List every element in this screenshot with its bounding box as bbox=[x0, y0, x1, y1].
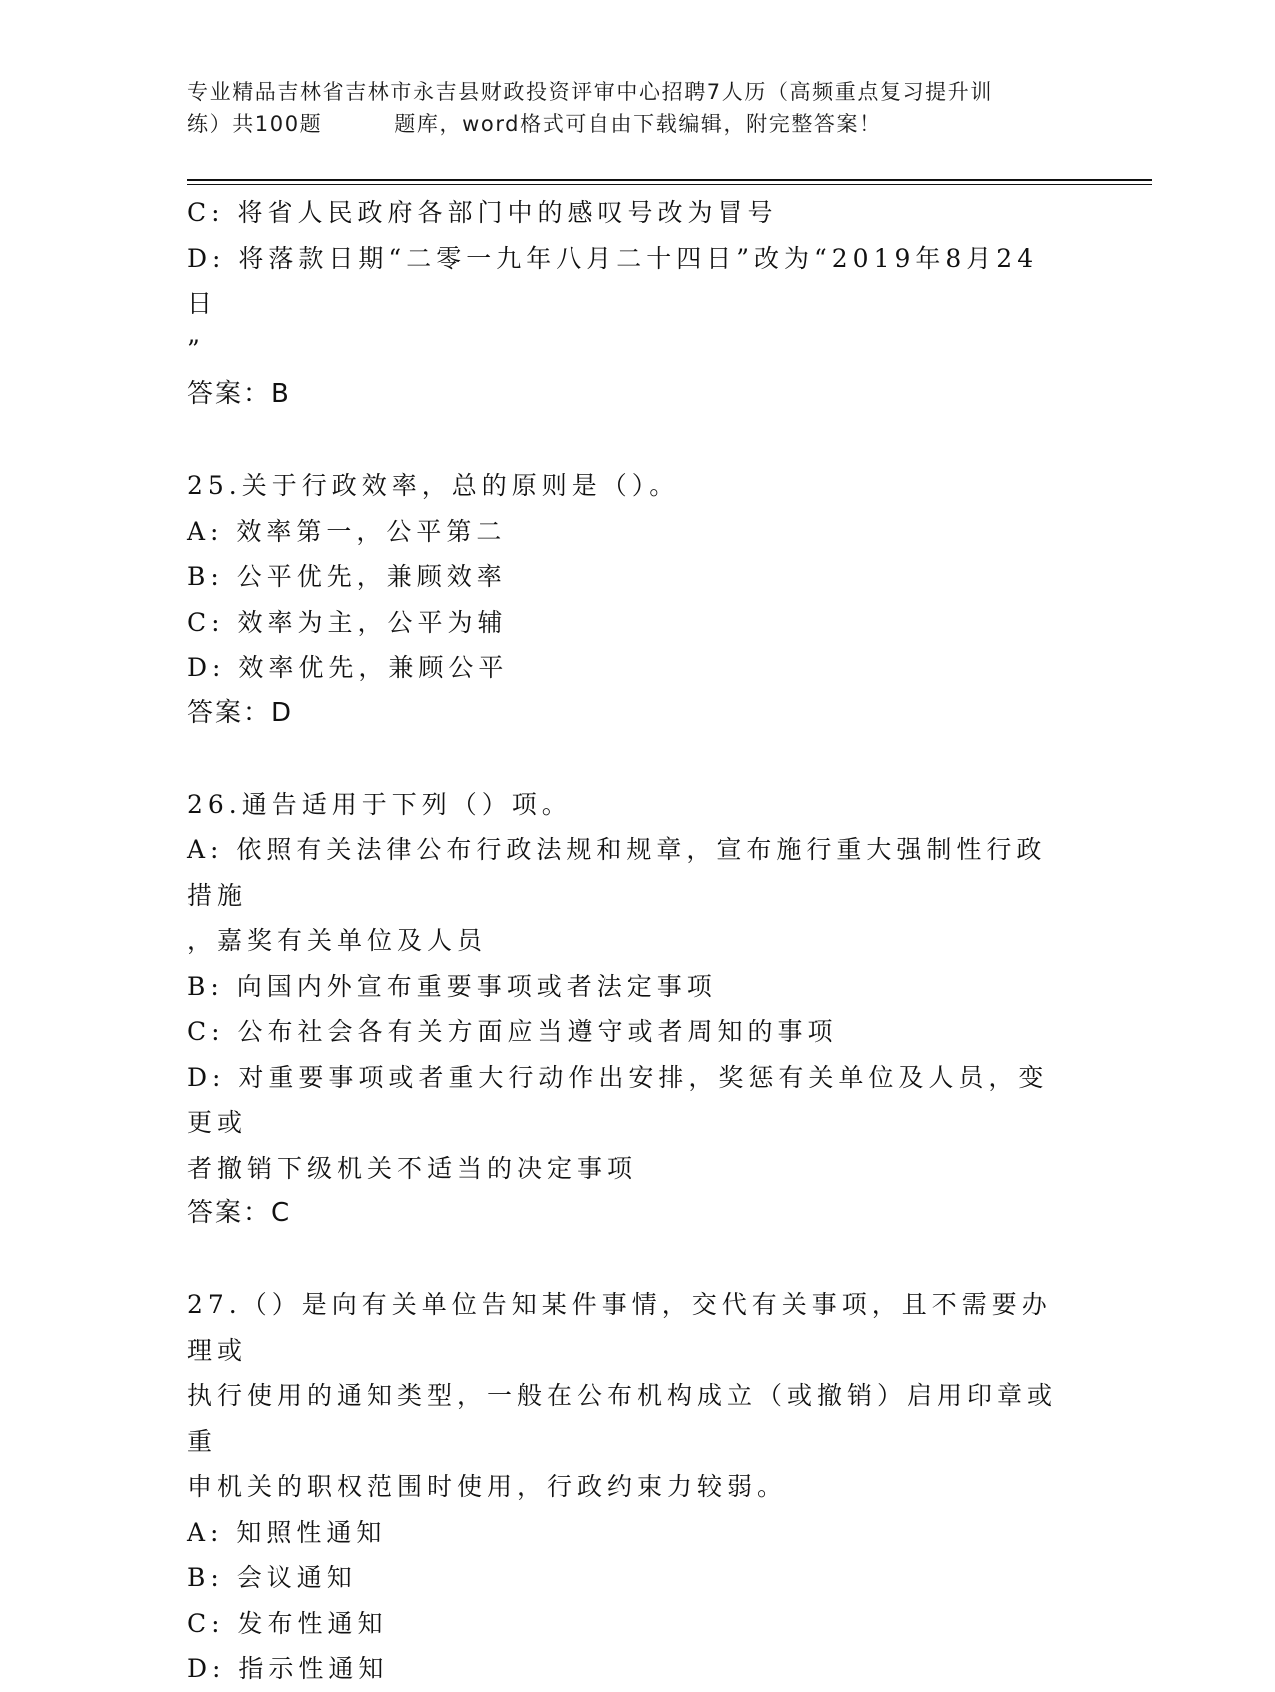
q25-option-b: B: 公平优先，兼顾效率 bbox=[187, 562, 507, 591]
q24-option-c: C: 将省人民政府各部门中的感叹号改为冒号 bbox=[187, 198, 778, 227]
q25-option-c: C: 效率为主，公平为辅 bbox=[187, 607, 508, 637]
question-24-tail bbox=[187, 190, 1067, 418]
document-header bbox=[187, 76, 1087, 140]
q26-stem: 26.通告适用于下列（）项。 bbox=[187, 789, 572, 819]
q26-option-a-line-2: ，嘉奖有关单位及人员 bbox=[187, 926, 488, 955]
q24-option-d-line-2: ” bbox=[187, 334, 205, 364]
header-line-2-part-2: 题库，word格式可自由下载编辑，附完整答案！ bbox=[394, 112, 882, 136]
q26-option-c: C: 公布社会各有关方面应当遵守或者周知的事项 bbox=[187, 1017, 838, 1046]
q27-option-c: C: 发布性通知 bbox=[187, 1608, 388, 1638]
q25-option-a: A: 效率第一，公平第二 bbox=[187, 516, 507, 546]
q25-stem: 25.关于行政效率，总的原则是（）。 bbox=[187, 471, 680, 500]
q26-option-d-line-2: 者撤销下级机关不适当的决定事项 bbox=[187, 1153, 638, 1183]
header-rule-thick bbox=[187, 179, 1152, 181]
q24-answer: 答案：B bbox=[187, 379, 291, 409]
q27-option-b: B: 会议通知 bbox=[187, 1563, 357, 1592]
question-26 bbox=[187, 782, 1067, 1237]
q27-stem-line-1: 27.（）是向有关单位告知某件事情，交代有关事项，且不需要办理或 bbox=[187, 1290, 1052, 1365]
q27-stem-line-2: 执行使用的通知类型，一般在公布机构成立（或撤销）启用印章或重 bbox=[187, 1381, 1058, 1456]
q26-option-a-line-1: A: 依照有关法律公布行政法规和规章，宣布施行重大强制性行政措施 bbox=[187, 835, 1047, 910]
q25-answer: 答案：D bbox=[187, 697, 294, 728]
q27-option-a: A: 知照性通知 bbox=[187, 1517, 387, 1547]
q26-option-b: B: 向国内外宣布重要事项或者法定事项 bbox=[187, 971, 717, 1001]
header-rule-thin bbox=[187, 184, 1152, 185]
q24-option-d-line-1: D: 将落款日期“二零一九年八月二十四日”改为“2019年8月24日 bbox=[187, 243, 1039, 318]
header-line-2-part-1: 练）共100题 bbox=[187, 112, 323, 136]
question-25 bbox=[187, 463, 1067, 736]
q27-stem-line-3: 申机关的职权范围时使用，行政约束力较弱。 bbox=[187, 1472, 788, 1501]
q27-option-d: D: 指示性通知 bbox=[187, 1654, 389, 1683]
q26-option-d-line-1: D: 对重要事项或者重大行动作出安排，奖惩有关单位及人员，变更或 bbox=[187, 1062, 1049, 1137]
question-content bbox=[187, 190, 1067, 1692]
q26-answer: 答案：C bbox=[187, 1198, 292, 1228]
question-27 bbox=[187, 1282, 1067, 1692]
q25-option-d: D: 效率优先，兼顾公平 bbox=[187, 653, 509, 682]
header-line-1: 专业精品吉林省吉林市永吉县财政投资评审中心招聘7人历（高频重点复习提升训 bbox=[187, 80, 993, 104]
header-line-2 bbox=[187, 108, 1087, 140]
